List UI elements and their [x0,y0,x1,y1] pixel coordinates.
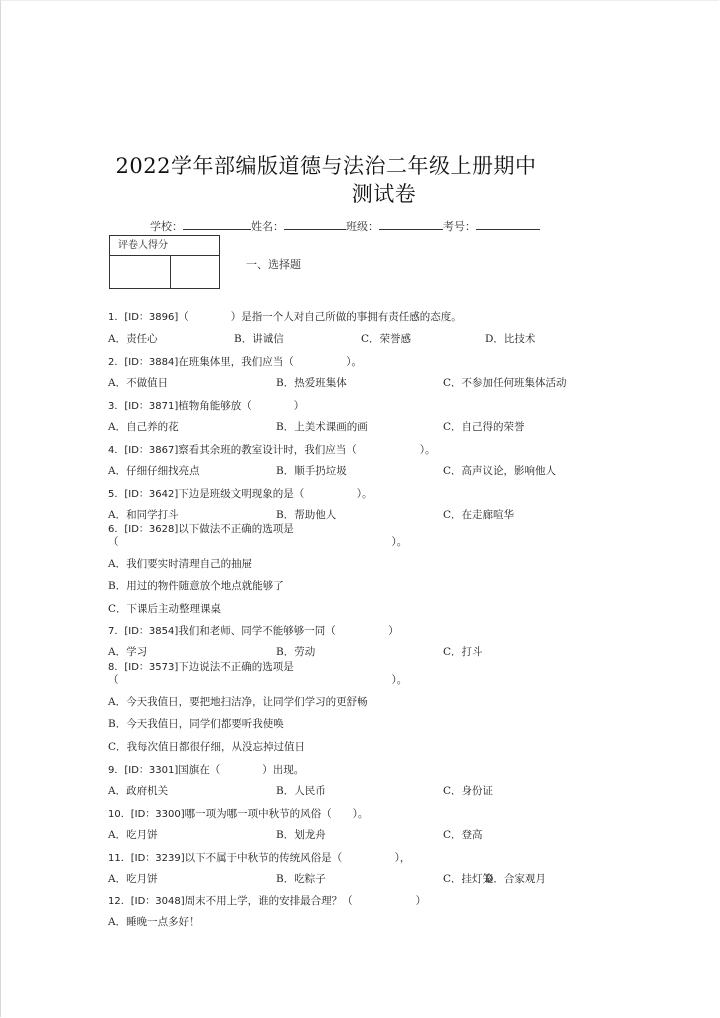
exam-no-label: 考号： [443,220,476,233]
option[interactable]: C．自己得的荣誉 [443,421,525,433]
option[interactable]: A．吃月饼 [108,873,158,885]
option[interactable]: D．合家观月 [485,873,546,885]
option[interactable]: A．责任心 [108,333,158,345]
option[interactable]: C．我每次值日都很仔细，从没忘掉过值日 [108,741,306,753]
option[interactable]: B．顺手扔垃圾 [276,465,347,477]
option[interactable]: A．吃月饼 [108,829,158,841]
name-label: 姓名： [251,220,284,233]
option[interactable]: C．下课后主动整理课桌 [108,603,222,615]
question-12: 12．[ID：3048]周末不用上学，谁的安排最合理？（ ） [108,895,427,907]
option[interactable]: B．帮助他人 [276,509,337,521]
student-info-row [150,218,540,234]
page-subtitle: 测试卷 [351,182,417,206]
option[interactable]: B．劳动 [276,646,316,658]
school-field[interactable] [183,219,251,230]
question-11: 11．[ID：3239]以下不属于中秋节的传统风俗是（ ）， [108,852,411,864]
question-8-blank: （ ）。 [108,674,408,686]
question-4: 4．[ID：3867]察看其余班的教室设计时，我们应当（ ）。 [108,444,436,456]
question-9: 9．[ID：3301]国旗在（ ）出现。 [108,764,305,776]
option[interactable]: A．我们要实时清理自己的抽屉 [108,558,253,570]
exam-no-field[interactable] [476,219,540,230]
question-10: 10．[ID：3300]哪一项为哪一项中秋节的风俗（ ）。 [108,808,369,820]
question-7: 7．[ID：3854]我们和老师、同学不能够够一同（ ） [108,625,399,637]
option[interactable]: B．讲诚信 [234,333,284,345]
option[interactable]: A．睡晚一点多好！ [108,916,200,928]
option[interactable]: A．今天我值日，要把地扫洁净，让同学们学习的更舒畅 [108,696,368,708]
class-field[interactable] [379,219,443,230]
option[interactable]: B．上美术课画的画 [276,421,368,433]
school-label: 学校： [150,220,183,233]
option[interactable]: B．人民币 [276,785,326,797]
option[interactable]: A．和同学打斗 [108,509,179,521]
option[interactable]: A．自己养的花 [108,421,179,433]
option[interactable]: A．学习 [108,646,148,658]
class-label: 班级： [346,220,379,233]
question-6-blank: （ ）。 [108,536,408,548]
option[interactable]: C．荣誉感 [361,333,412,345]
option[interactable]: B．用过的物件随意放个地点就能够了 [108,580,284,592]
option[interactable]: B．划龙舟 [276,829,326,841]
option[interactable]: C．在走廊喧华 [443,509,515,521]
option[interactable]: B．吃粽子 [276,873,326,885]
option[interactable]: B．热爱班集体 [276,377,347,389]
option[interactable]: C．不参加任何班集体活动 [443,377,567,389]
option[interactable]: C．高声议论，影响他人 [443,465,557,477]
section-title: 一、选择题 [246,258,301,271]
question-2: 2．[ID：3884]在班集体里，我们应当（ ）。 [108,356,363,368]
option[interactable]: C．打斗 [443,646,483,658]
option[interactable]: A．仔细仔细找亮点 [108,465,200,477]
question-5: 5．[ID：3642]下边是班级文明现象的是（ ）。 [108,488,373,500]
page-title: 2022学年部编版道德与法治二年级上册期中 [115,154,537,178]
question-6: 6．[ID：3628]以下做法不正确的选项是 [108,523,294,535]
score-box-divider [170,256,171,289]
question-8: 8．[ID：3573]下边说法不正确的选项是 [108,661,294,673]
question-3: 3．[ID：3871]植物角能够放（ ） [108,400,305,412]
score-box [109,235,220,289]
name-field[interactable] [284,219,346,230]
option[interactable]: C．登高 [443,829,483,841]
option[interactable]: C．挂灯笼 [443,873,494,885]
option[interactable]: A．政府机关 [108,785,169,797]
option[interactable]: A．不做值日 [108,377,169,389]
option[interactable]: C．身份证 [443,785,494,797]
option[interactable]: D．比技术 [485,333,536,345]
question-1: 1．[ID：3896]（ ）是指一个人对自己所做的事拥有责任感的态度。 [108,311,462,323]
score-box-label: 评卷人得分 [110,236,219,256]
option[interactable]: B．今天我值日，同学们都要听我使唤 [108,718,284,730]
